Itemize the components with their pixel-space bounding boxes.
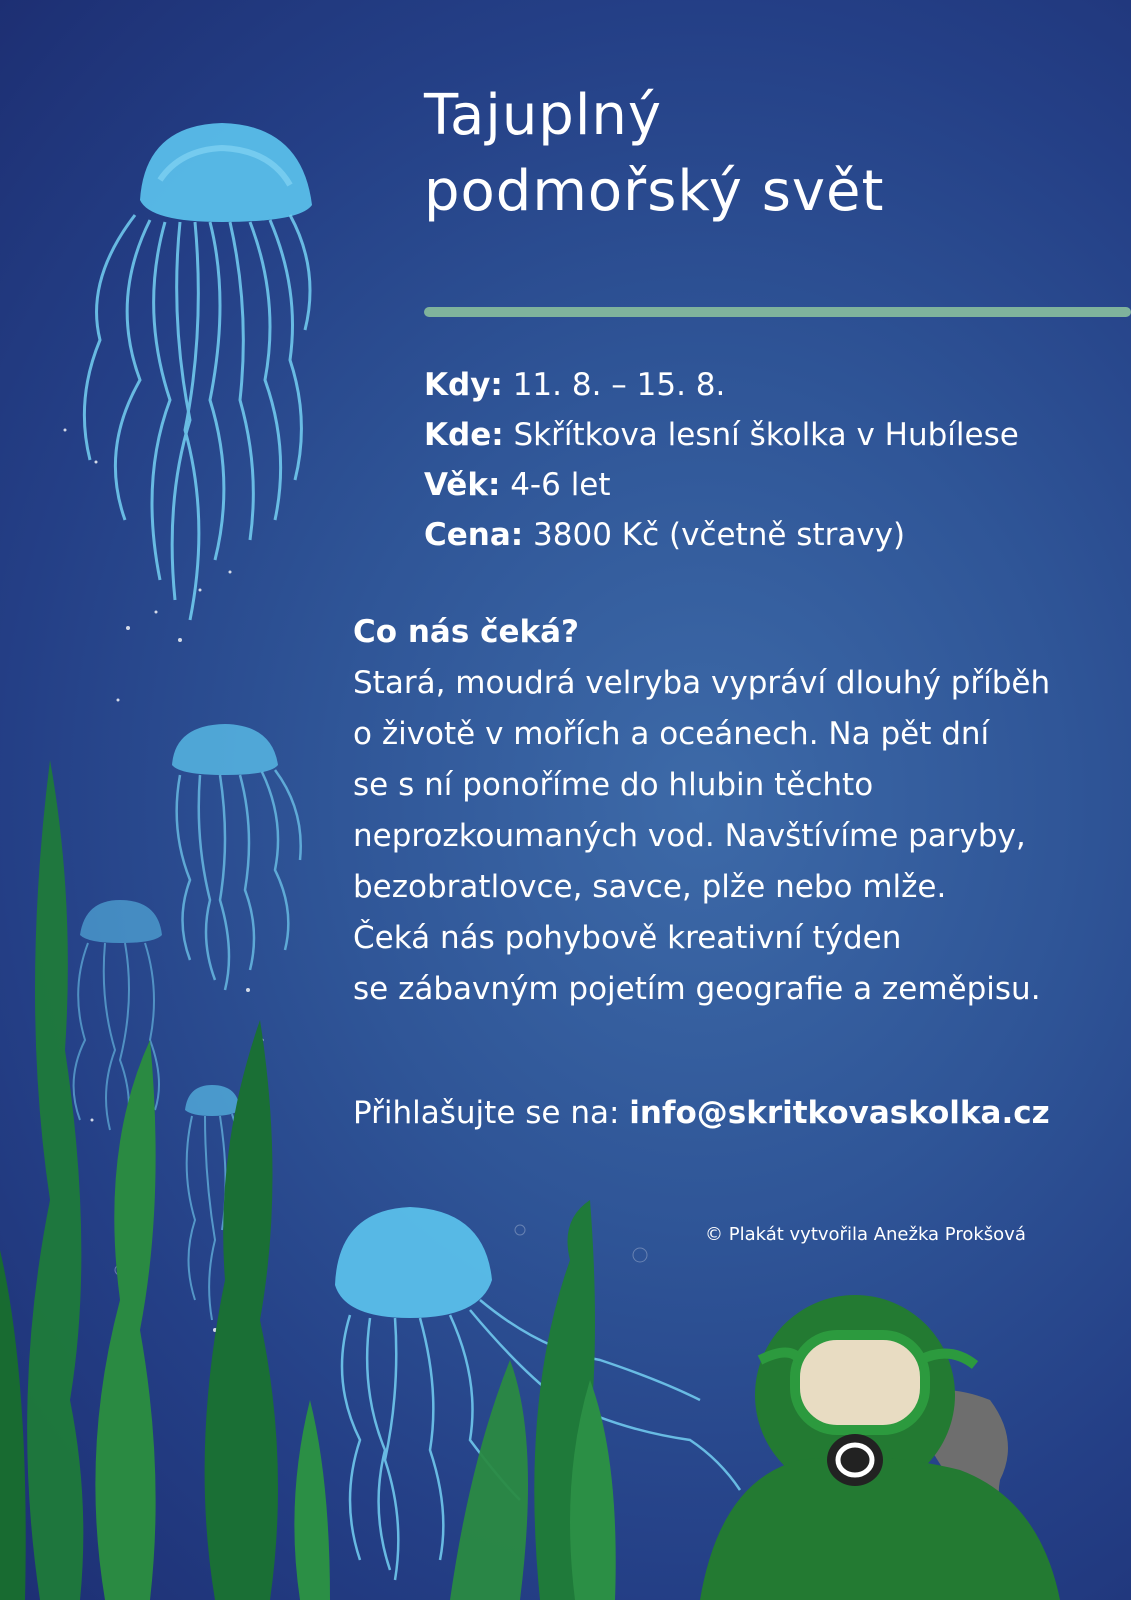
title-divider: [424, 307, 1131, 317]
description-line: se s ní ponoříme do hlubin těchto: [353, 767, 874, 803]
title-line-2: podmořský svět: [424, 159, 885, 224]
detail-value: 3800 Kč (včetně stravy): [533, 517, 906, 553]
detail-value: Skřítkova lesní školka v Hubílese: [513, 417, 1019, 453]
detail-label: Cena:: [424, 517, 524, 553]
detail-when: [424, 360, 1019, 410]
detail-where: [424, 410, 1019, 460]
description-line: o životě v mořích a oceánech. Na pět dní: [353, 716, 990, 752]
detail-value: 11. 8. – 15. 8.: [512, 367, 726, 403]
detail-label: Kde:: [424, 417, 504, 453]
signup-text: Přihlašujte se na:: [353, 1095, 630, 1131]
description-line: Stará, moudrá velryba vypráví dlouhý příběh: [353, 665, 1051, 701]
detail-label: Věk:: [424, 467, 501, 503]
detail-price: [424, 510, 1019, 560]
description-line: se zábavným pojetím geografie a zeměpisu.: [353, 971, 1041, 1007]
description-line: Čeká nás pohybově kreativní týden: [353, 920, 902, 956]
diver-icon: [700, 1295, 1060, 1600]
description: [353, 607, 1113, 1015]
description-line: bezobratlovce, savce, plže nebo mlže.: [353, 869, 947, 905]
title-line-1: Tajuplný: [424, 83, 663, 148]
detail-label: Kdy:: [424, 367, 503, 403]
jellyfish-medium-icon: [172, 724, 301, 990]
jellyfish-large-icon: [84, 123, 312, 620]
poster-title: [424, 78, 884, 230]
poster-credit: © Plakát vytvořila Anežka Prokšová: [705, 1224, 1026, 1245]
detail-value: 4-6 let: [510, 467, 611, 503]
detail-age: [424, 460, 1019, 510]
description-heading: Co nás čeká?: [353, 614, 579, 650]
signup-line: [353, 1095, 1050, 1131]
event-details: [424, 360, 1019, 560]
description-line: neprozkoumaných vod. Navštívíme paryby,: [353, 818, 1026, 854]
signup-email[interactable]: info@skritkovaskolka.cz: [629, 1095, 1050, 1131]
